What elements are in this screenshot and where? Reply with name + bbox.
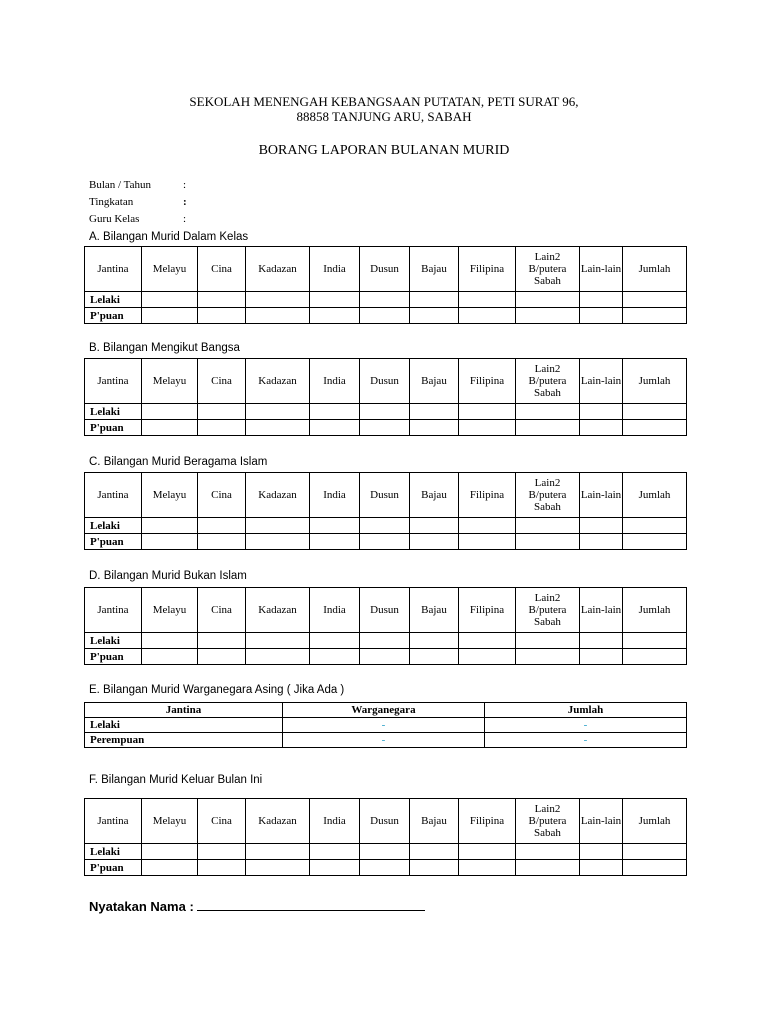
input-cell[interactable]	[360, 860, 410, 876]
section-e-title: E. Bilangan Murid Warganegara Asing ( Jika Ada )	[89, 684, 345, 696]
input-cell[interactable]	[142, 518, 198, 534]
input-cell[interactable]	[360, 420, 410, 436]
input-cell[interactable]	[310, 534, 360, 550]
header-cell: Melayu	[142, 359, 198, 404]
row-label: Lelaki	[85, 404, 142, 420]
header-cell: India	[310, 588, 360, 633]
row-label: Lelaki	[85, 518, 142, 534]
header-cell: Filipina	[459, 359, 516, 404]
header-cell: Jumlah	[623, 588, 687, 633]
input-cell[interactable]	[360, 308, 410, 324]
form-title: BORANG LAPORAN BULANAN MURID	[258, 143, 510, 158]
meta-month-year	[89, 179, 186, 191]
input-cell[interactable]	[360, 404, 410, 420]
header-cell: Jantina	[85, 473, 142, 518]
input-cell[interactable]	[623, 844, 687, 860]
header-cell: Melayu	[142, 473, 198, 518]
input-cell[interactable]	[580, 860, 623, 876]
header-cell: Filipina	[459, 247, 516, 292]
input-cell[interactable]	[142, 860, 198, 876]
header-cell: Lain2 B/putera Sabah	[516, 247, 580, 292]
section-c-title: C. Bilangan Murid Beragama Islam	[89, 456, 268, 468]
input-cell[interactable]	[142, 633, 198, 649]
header-cell: Jantina	[85, 247, 142, 292]
header-cell: Filipina	[459, 473, 516, 518]
header-cell: Lain-lain	[580, 359, 623, 404]
input-cell[interactable]: -	[485, 718, 687, 733]
input-cell[interactable]	[360, 518, 410, 534]
input-cell[interactable]	[459, 633, 516, 649]
row-label: P'puan	[85, 649, 142, 665]
input-cell[interactable]	[459, 404, 516, 420]
input-cell[interactable]	[580, 308, 623, 324]
input-cell[interactable]	[198, 633, 246, 649]
header-cell: Kadazan	[246, 359, 310, 404]
header-cell: Dusun	[360, 247, 410, 292]
input-cell[interactable]	[580, 534, 623, 550]
input-cell[interactable]	[246, 420, 310, 436]
header-cell: Cina	[198, 247, 246, 292]
header-cell: Melayu	[142, 247, 198, 292]
header-cell: Kadazan	[246, 799, 310, 844]
header-cell: Dusun	[360, 473, 410, 518]
header-cell: Lain-lain	[580, 247, 623, 292]
input-cell[interactable]	[142, 404, 198, 420]
input-cell[interactable]	[360, 292, 410, 308]
signature-field	[89, 898, 425, 914]
header-cell: Bajau	[410, 247, 459, 292]
meta-level	[89, 196, 187, 208]
input-cell[interactable]	[580, 420, 623, 436]
row-label: P'puan	[85, 308, 142, 324]
input-cell[interactable]	[410, 404, 459, 420]
input-cell[interactable]	[142, 649, 198, 665]
input-cell[interactable]	[623, 633, 687, 649]
header-cell: Jantina	[85, 588, 142, 633]
input-cell[interactable]	[410, 308, 459, 324]
input-cell[interactable]	[580, 518, 623, 534]
header-cell: Dusun	[360, 799, 410, 844]
section-b-title: B. Bilangan Mengikut Bangsa	[89, 342, 240, 354]
row-label: Lelaki	[85, 292, 142, 308]
input-cell[interactable]	[310, 308, 360, 324]
section-a-title: A. Bilangan Murid Dalam Kelas	[89, 231, 249, 243]
input-cell[interactable]	[198, 844, 246, 860]
input-cell[interactable]	[246, 292, 310, 308]
section-b-table	[84, 358, 687, 436]
header-cell: Lain-lain	[580, 799, 623, 844]
header-cell: India	[310, 359, 360, 404]
section-d-table	[84, 587, 687, 665]
input-cell[interactable]	[459, 649, 516, 665]
signature-label: Nyatakan Nama :	[89, 899, 194, 914]
input-cell[interactable]	[198, 649, 246, 665]
header-cell: Kadazan	[246, 247, 310, 292]
input-cell[interactable]	[198, 420, 246, 436]
header-cell: Bajau	[410, 799, 459, 844]
header-cell: Melayu	[142, 588, 198, 633]
input-cell[interactable]	[580, 292, 623, 308]
row-label: P'puan	[85, 534, 142, 550]
signature-line[interactable]	[197, 898, 425, 911]
input-cell[interactable]	[623, 308, 687, 324]
header-cell: Lain2 B/putera Sabah	[516, 799, 580, 844]
input-cell[interactable]	[198, 534, 246, 550]
input-cell[interactable]	[580, 649, 623, 665]
input-cell[interactable]	[623, 420, 687, 436]
input-cell[interactable]	[459, 860, 516, 876]
input-cell[interactable]	[623, 292, 687, 308]
input-cell[interactable]	[410, 518, 459, 534]
input-cell[interactable]	[246, 860, 310, 876]
input-cell[interactable]	[360, 633, 410, 649]
header-cell: Cina	[198, 799, 246, 844]
input-cell[interactable]	[246, 308, 310, 324]
header-cell: India	[310, 247, 360, 292]
input-cell[interactable]	[310, 420, 360, 436]
input-cell[interactable]	[516, 860, 580, 876]
school-address-line1: SEKOLAH MENENGAH KEBANGSAAN PUTATAN, PETI SURAT 96,	[189, 94, 579, 109]
input-cell[interactable]	[142, 534, 198, 550]
input-cell[interactable]	[580, 633, 623, 649]
input-cell[interactable]	[623, 860, 687, 876]
header-cell: Jantina	[85, 359, 142, 404]
input-cell[interactable]	[516, 633, 580, 649]
input-cell[interactable]	[459, 420, 516, 436]
section-a-table	[84, 246, 687, 324]
header-cell: Bajau	[410, 473, 459, 518]
header-cell: Dusun	[360, 359, 410, 404]
input-cell[interactable]	[410, 844, 459, 860]
header-cell: Filipina	[459, 588, 516, 633]
row-label: P'puan	[85, 860, 142, 876]
header-cell: Jumlah	[623, 247, 687, 292]
header-cell: Cina	[198, 588, 246, 633]
input-cell[interactable]	[198, 518, 246, 534]
input-cell[interactable]	[310, 404, 360, 420]
input-cell[interactable]	[310, 633, 360, 649]
input-cell[interactable]	[410, 292, 459, 308]
input-cell[interactable]	[142, 420, 198, 436]
header-cell: Melayu	[142, 799, 198, 844]
row-label: Lelaki	[85, 633, 142, 649]
input-cell[interactable]	[516, 420, 580, 436]
input-cell[interactable]	[623, 404, 687, 420]
header-cell: Warganegara	[283, 703, 485, 718]
input-cell[interactable]	[142, 844, 198, 860]
input-cell[interactable]	[516, 292, 580, 308]
header-cell: Jumlah	[623, 473, 687, 518]
input-cell[interactable]	[459, 518, 516, 534]
input-cell[interactable]: -	[283, 733, 485, 748]
input-cell[interactable]	[516, 534, 580, 550]
meta-colon: :	[183, 196, 187, 208]
input-cell[interactable]	[459, 292, 516, 308]
section-d-title: D. Bilangan Murid Bukan Islam	[89, 570, 247, 582]
input-cell[interactable]	[623, 518, 687, 534]
input-cell[interactable]	[310, 649, 360, 665]
input-cell[interactable]	[516, 308, 580, 324]
row-label: Lelaki	[85, 844, 142, 860]
header-cell: Jantina	[85, 799, 142, 844]
input-cell[interactable]	[410, 420, 459, 436]
input-cell[interactable]	[246, 633, 310, 649]
input-cell[interactable]	[580, 404, 623, 420]
meta-colon: :	[183, 213, 187, 225]
input-cell[interactable]	[360, 844, 410, 860]
header-cell: Cina	[198, 473, 246, 518]
header-cell: Jumlah	[485, 703, 687, 718]
input-cell[interactable]	[246, 518, 310, 534]
input-cell[interactable]	[310, 860, 360, 876]
input-cell[interactable]	[410, 860, 459, 876]
section-f-table	[84, 798, 687, 876]
input-cell[interactable]	[516, 649, 580, 665]
input-cell[interactable]	[360, 534, 410, 550]
header-cell: Cina	[198, 359, 246, 404]
header-cell: Lain2 B/putera Sabah	[516, 588, 580, 633]
header-cell: Filipina	[459, 799, 516, 844]
header-cell: Bajau	[410, 359, 459, 404]
school-address-line2: 88858 TANJUNG ARU, SABAH	[296, 109, 472, 124]
input-cell[interactable]	[246, 649, 310, 665]
header-cell: Kadazan	[246, 588, 310, 633]
header-cell: Lain-lain	[580, 473, 623, 518]
header-cell: Lain2 B/putera Sabah	[516, 473, 580, 518]
meta-class-teacher	[89, 213, 186, 225]
input-cell[interactable]	[410, 649, 459, 665]
header-cell: Jantina	[85, 703, 283, 718]
input-cell[interactable]	[516, 844, 580, 860]
input-cell[interactable]	[459, 308, 516, 324]
input-cell[interactable]	[459, 844, 516, 860]
input-cell[interactable]	[410, 534, 459, 550]
input-cell[interactable]	[246, 404, 310, 420]
input-cell[interactable]	[516, 518, 580, 534]
input-cell[interactable]: -	[485, 733, 687, 748]
section-c-table	[84, 472, 687, 550]
input-cell[interactable]	[410, 633, 459, 649]
input-cell[interactable]	[580, 844, 623, 860]
input-cell[interactable]	[623, 534, 687, 550]
input-cell[interactable]	[246, 534, 310, 550]
header-cell: Dusun	[360, 588, 410, 633]
header-cell: Lain2 B/putera Sabah	[516, 359, 580, 404]
input-cell[interactable]	[310, 518, 360, 534]
header-cell: Jumlah	[623, 359, 687, 404]
row-label: Lelaki	[85, 718, 283, 733]
section-f-title: F. Bilangan Murid Keluar Bulan Ini	[89, 774, 263, 786]
section-e-table	[84, 702, 687, 748]
row-label: P'puan	[85, 420, 142, 436]
header-cell: Bajau	[410, 588, 459, 633]
input-cell[interactable]	[198, 308, 246, 324]
input-cell[interactable]	[310, 292, 360, 308]
header-cell: Lain-lain	[580, 588, 623, 633]
meta-colon: :	[183, 179, 187, 191]
input-cell[interactable]	[142, 308, 198, 324]
input-cell[interactable]: -	[283, 718, 485, 733]
input-cell[interactable]	[310, 844, 360, 860]
input-cell[interactable]	[198, 404, 246, 420]
input-cell[interactable]	[198, 860, 246, 876]
input-cell[interactable]	[459, 534, 516, 550]
input-cell[interactable]	[623, 649, 687, 665]
input-cell[interactable]	[516, 404, 580, 420]
meta-label: Bulan / Tahun	[89, 179, 151, 191]
input-cell[interactable]	[360, 649, 410, 665]
header-cell: Jumlah	[623, 799, 687, 844]
header-cell: India	[310, 799, 360, 844]
meta-label: Tingkatan	[89, 196, 134, 208]
input-cell[interactable]	[142, 292, 198, 308]
meta-label: Guru Kelas	[89, 213, 140, 225]
header-cell: India	[310, 473, 360, 518]
input-cell[interactable]	[246, 844, 310, 860]
row-label: Perempuan	[85, 733, 283, 748]
header-cell: Kadazan	[246, 473, 310, 518]
input-cell[interactable]	[198, 292, 246, 308]
